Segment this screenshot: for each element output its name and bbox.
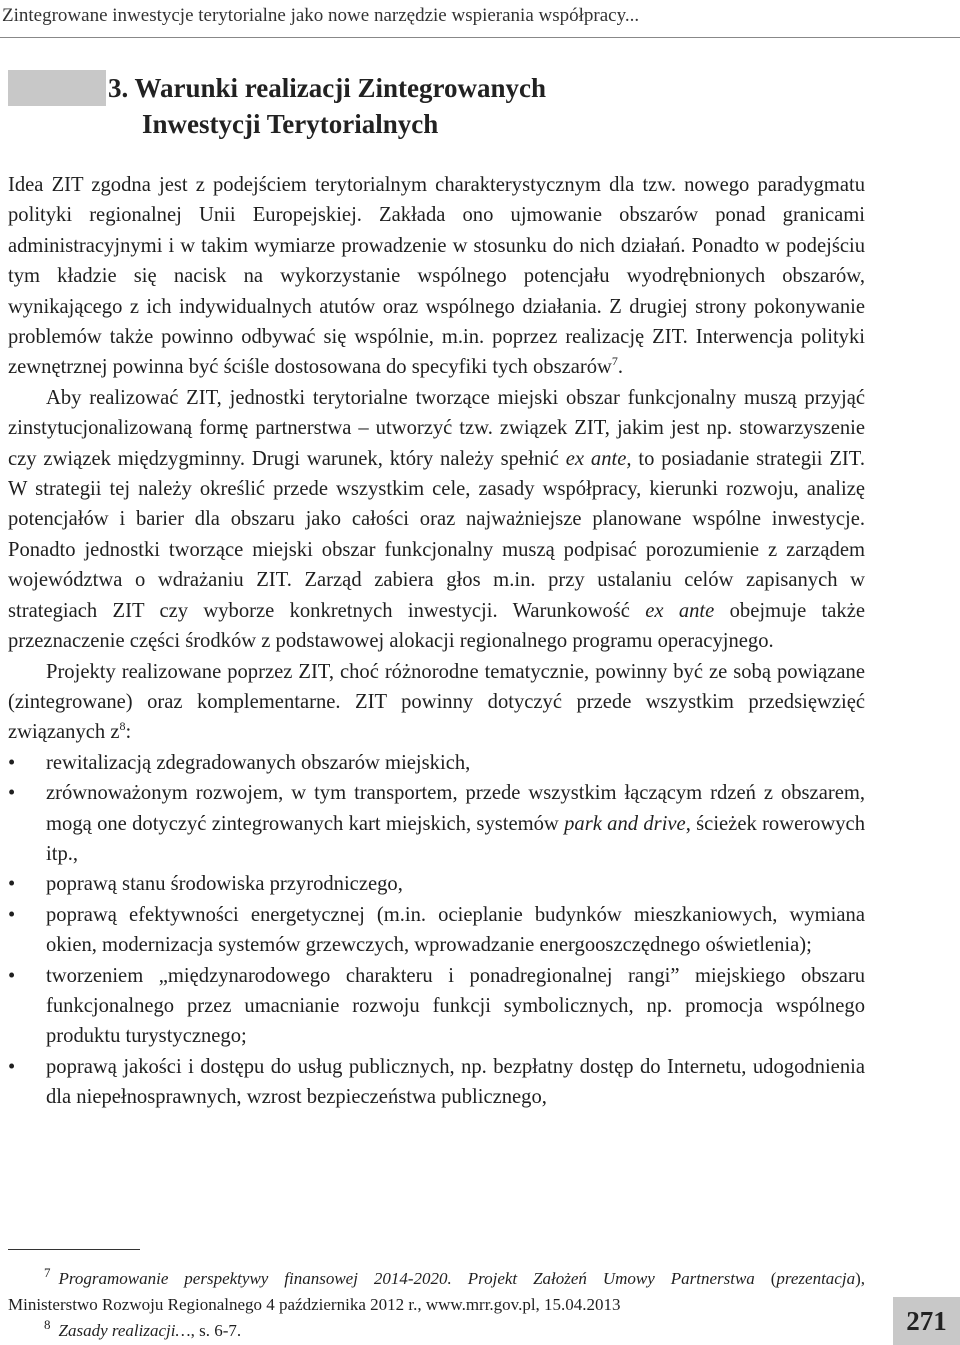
list-item: [8, 869, 865, 899]
list-item-text: tworzeniem „międzynarodowego charakteru i ponadregionalnej rangi” miejskiego obszaru funkcjonalnego przez umacnianie rozwoju funkcji symbolicznych, np. promocja wspólnego produktu turystycznego;: [46, 964, 865, 1048]
paragraph-2-text-b: to posiadanie strategii ZIT. W strategii tej należy określić przede wszystkim cele, zasady współpracy, kierunki rozwoju, analizę potencjałów i barier dla obszaru jako całości oraz najważniejsze planowane wspólne inwestycje. Ponadto jednostki tworzące miejski obszar funkcjonalny muszą podpisać porozumienie z zarządem województwa o wdrażaniu ZIT. Zarząd zabiera głos m.in. przy ustalaniu celów zapisanych w strategiach ZIT czy wyborze konkretnych inwestycji. Warunkowość: [8, 447, 865, 622]
list-item: [8, 778, 865, 869]
paragraph-1-end: .: [617, 356, 624, 379]
footnote-7-text: ), Ministerstwo Rozwoju Regionalnego 4 października 2012 r., www.mrr.gov.pl, 15.04.2013: [8, 1269, 865, 1314]
bullet-icon: •: [8, 1055, 16, 1078]
list-item-text: zrównoważonym rozwojem, w tym transportem, przede wszystkim łączącym rdzeń z obszarem, mogą one dotyczyć zintegrowanych kart miejskich, systemów: [46, 782, 865, 835]
footnotes: [8, 1266, 865, 1344]
section-marker-block: [8, 70, 106, 106]
footnote-7-paren: (: [754, 1269, 777, 1288]
paragraph-2-em-1: ex ante,: [565, 447, 632, 470]
paragraph-2-text-a: Aby realizować ZIT, jednostki terytorialne tworzące miejski obszar funkcjonalny muszą przyjąć zinstytucjonalizowaną formę partnerstwa – utworzyć tzw. związek ZIT, jakim jest np. stowarzyszenie czy związek międzygminny. Drugi warunek, który należy spełnić: [8, 386, 865, 470]
footnote-7: [8, 1266, 865, 1318]
list-item: [8, 1052, 865, 1113]
section-heading: [108, 70, 908, 142]
footnote-7-number: 7: [44, 1265, 51, 1281]
paragraph-2-em-2: ex ante: [645, 599, 715, 622]
body-text: [8, 170, 865, 1113]
section-title-line2: Inwestycji Terytorialnych: [142, 109, 439, 139]
footnote-8-number: 8: [44, 1317, 51, 1333]
paragraph-2: [8, 383, 865, 657]
bullet-list: [8, 748, 865, 1113]
footnote-ref-7[interactable]: 7: [611, 354, 618, 369]
list-item-text: poprawą stanu środowiska przyrodniczego,: [46, 873, 403, 896]
section-title-line1: Warunki realizacji Zintegrowanych: [134, 73, 547, 103]
bullet-icon: •: [8, 964, 16, 987]
paragraph-1: [8, 170, 865, 383]
list-item-text-end: , ścieżek rowerowych itp.,: [46, 812, 865, 865]
footnote-8-text: , s. 6-7.: [190, 1321, 242, 1340]
paragraph-3-end: :: [125, 721, 132, 744]
paragraph-2-text-c: obejmuje także przeznaczenie części środków z podstawowej alokacji regionalnego programu operacyjnego.: [8, 599, 865, 653]
list-item-text: poprawą efektywności energetycznej (m.in. ocieplanie budynków mieszkaniowych, wymiana okien, modernizacja systemów grzewczych, wprowadzanie energooszczędnego oświetlenia);: [46, 903, 865, 957]
running-title: Zintegrowane inwestycje terytorialne jako nowe narzędzie wspierania współpracy...: [2, 5, 640, 26]
footnote-8: [8, 1318, 865, 1344]
list-item-text: poprawą jakości i dostępu do usług publicznych, np. bezpłatny dostęp do Internetu, udogodnienia dla niepełnosprawnych, wzrost bezpieczeństwa publicznego,: [46, 1055, 865, 1109]
list-item-em: park and drive: [564, 812, 686, 835]
running-header: [0, 0, 960, 30]
paragraph-1-text: Idea ZIT zgodna jest z podejściem terytorialnym charakterystycznym dla tzw. nowego paradygmatu polityki regionalnej Unii Europejskiej. Zakłada ono ujmowanie obszarów ponad granicami administracyjnymi i w takim wymiarze prowadzenie w stosunku do nich działań. Ponadto w podejściu tym kładzie się nacisk na wykorzystanie wspólnego potencjału wyodrębnionych obszarów, wynikającego z ich indywidualnych atutów oraz wspólnego działania. Z drugiej strony pokonywanie problemów także powinno odbywać się wspólnie, m.in. poprzez realizację ZIT. Interwencja polityki zewnętrznej powinna być ściśle dostosowana do specyfiki tych obszarów: [8, 174, 865, 379]
page-number: 271: [906, 1306, 947, 1336]
list-item: [8, 748, 865, 778]
bullet-icon: •: [8, 751, 16, 774]
paragraph-3-text: Projekty realizowane poprzez ZIT, choć różnorodne tematycznie, powinny być ze sobą powiązane (zintegrowane) oraz komplementarne. ZIT powinny dotyczyć przede wszystkim przedsięwzięć związanych z: [8, 660, 865, 744]
list-item-text: rewitalizacją zdegradowanych obszarów miejskich,: [46, 751, 471, 774]
footnote-ref-8[interactable]: 8: [119, 719, 126, 734]
footnote-7-title: Programowanie perspektywy finansowej 2014-2020. Projekt Założeń Umowy Partnerstwa: [58, 1269, 755, 1288]
bullet-icon: •: [8, 873, 16, 896]
list-item: [8, 961, 865, 1052]
footnote-8-title: Zasady realizacji…: [58, 1321, 191, 1340]
section-number: 3.: [108, 73, 129, 103]
paragraph-3: [8, 657, 865, 748]
footnote-7-em: prezentacja: [776, 1269, 856, 1288]
list-item: [8, 900, 865, 961]
header-rule: [0, 37, 960, 38]
bullet-icon: •: [8, 903, 16, 926]
bullet-icon: •: [8, 782, 16, 805]
footnote-rule: [8, 1249, 140, 1250]
